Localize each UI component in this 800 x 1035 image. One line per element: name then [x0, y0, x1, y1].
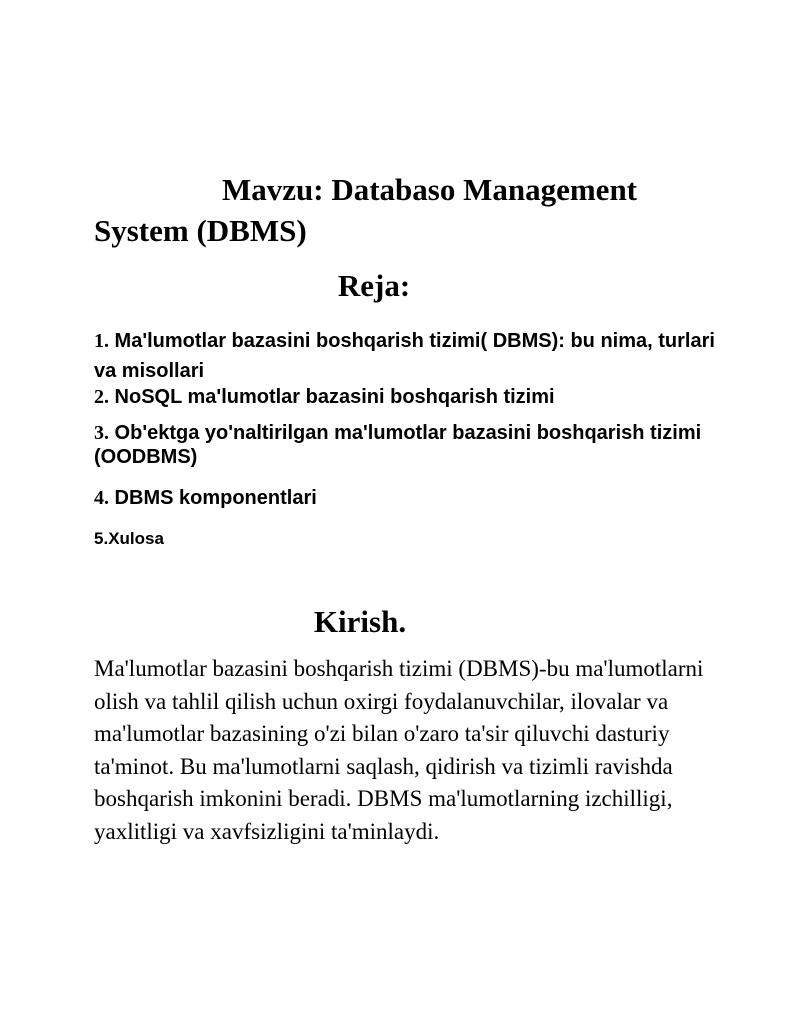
plan-heading: Reja: [337, 268, 411, 303]
plan-item-4 [94, 485, 734, 511]
intro-paragraph: Ma'lumotlar bazasini boshqarish tizimi (DBMS)-bu ma'lumotlarni olish va tahlil qilish uchun oxirgi foydalanuvchilar, ilovalar va ma'lumotlar bazasining o'zi bilan o'zaro ta'sir qiluvchi dasturiy ta'minot. Bu ma'lumotlarni saqlash, qidirish va tizimli ravishda boshqarish imkonini beradi. DBMS ma'lumotlarning izchilligi, yaxlitligi va xavfsizligini ta'minlaydi. [94, 656, 704, 844]
plan-item-number: 5. [94, 529, 109, 548]
plan-item-text: Ma'lumotlar bazasini boshqarish tizimi( DBMS): bu nima, turlari va misollari [94, 330, 715, 382]
plan-item-1 [94, 326, 734, 386]
intro-heading: Kirish. [313, 604, 407, 639]
plan-item-2 [94, 384, 734, 410]
plan-item-text: NoSQL ma'lumotlar bazasini boshqarish tizimi [109, 386, 555, 408]
plan-item-5 [94, 528, 734, 550]
plan-item-text: Ob'ektga yo'naltirilgan ma'lumotlar bazasini boshqarish tizimi (OODBMS) [94, 422, 702, 468]
plan-item-3 [94, 421, 734, 469]
document-title: Mavzu: Databaso Management System (DBMS) [94, 172, 638, 248]
plan-item-text: Xulosa [108, 529, 164, 548]
plan-item-number: 2. [94, 386, 109, 408]
plan-item-number: 3. [94, 422, 109, 444]
plan-item-number: 4. [94, 487, 109, 509]
plan-item-text: DBMS komponentlari [109, 487, 317, 509]
plan-item-number: 1. [94, 330, 109, 352]
